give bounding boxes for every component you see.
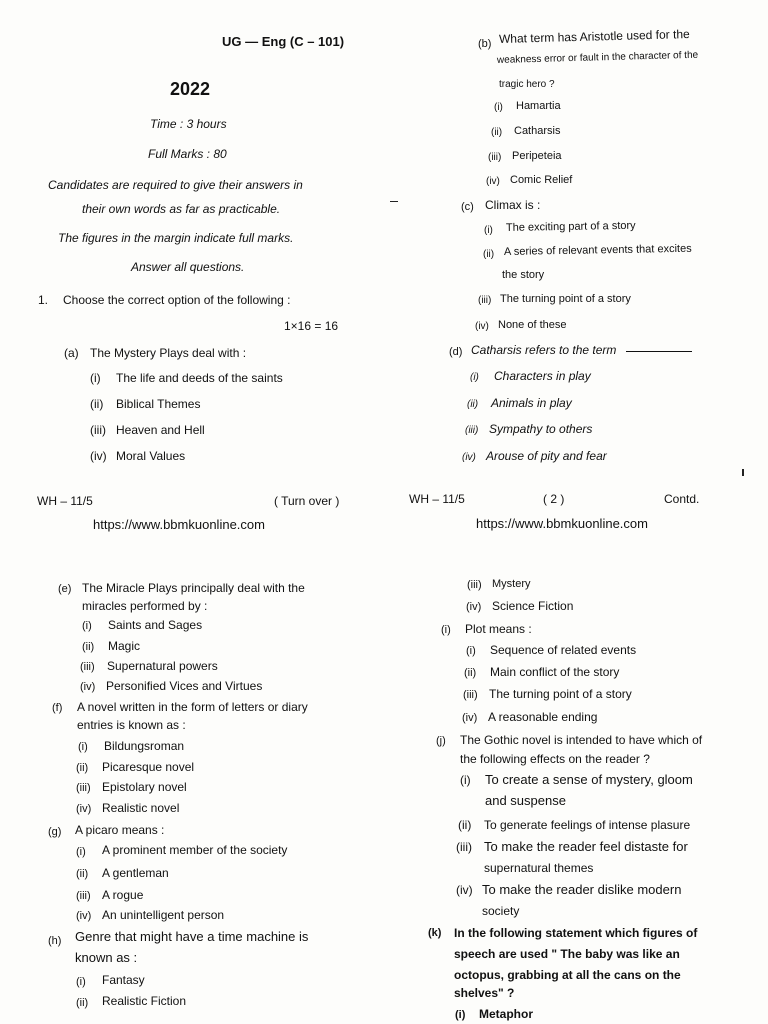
option-number: (ii): [90, 397, 104, 411]
question-text: Climax is :: [485, 198, 541, 212]
option-number: (ii): [483, 249, 495, 260]
question-text: What term has Aristotle used for the: [498, 27, 690, 46]
question-text: Choose the correct option of the following :: [63, 293, 291, 307]
option-number: (iii): [467, 579, 482, 591]
option-number: (iii): [76, 890, 91, 902]
option-text: The turning point of a story: [489, 687, 632, 701]
option-text: A prominent member of the society: [102, 843, 288, 857]
option-number: (iv): [456, 883, 473, 897]
question-text: The Miracle Plays principally deal with the: [82, 581, 305, 595]
question-text: A picaro means :: [75, 823, 165, 837]
option-text: Bildungsroman: [104, 739, 185, 753]
option-number: (iv): [76, 803, 92, 815]
question-text: octopus, grabbing at all the cans on the: [454, 968, 681, 982]
question-text: entries is known as :: [77, 718, 186, 732]
option-text: An unintelligent person: [102, 908, 225, 922]
option-text: and suspense: [485, 793, 566, 808]
option-number: (ii): [458, 818, 472, 832]
option-number: (iii): [478, 295, 492, 306]
option-number: (i): [82, 620, 92, 632]
question-text: shelves" ?: [454, 986, 515, 1000]
scan-mark: [742, 469, 744, 476]
option-text: Picaresque novel: [102, 760, 195, 774]
option-text: Sympathy to others: [489, 422, 593, 436]
option-number: (i): [466, 645, 476, 657]
option-number: (i): [470, 372, 479, 383]
option-text: the story: [502, 269, 545, 281]
option-number: (i): [76, 976, 86, 988]
exam-header: UG — Eng (C – 101): [222, 34, 345, 49]
option-number: (iv): [80, 681, 96, 693]
option-number: (iv): [462, 452, 476, 463]
instruction-line: their own words as far as practicable.: [82, 202, 281, 216]
option-number: (iv): [466, 601, 482, 613]
question-text: Plot means :: [465, 622, 532, 636]
option-number: (iv): [486, 176, 500, 187]
option-number: (iii): [80, 661, 95, 673]
question-text: known as :: [75, 950, 138, 965]
option-number: (iii): [76, 782, 91, 794]
instruction-line: The figures in the margin indicate full marks.: [58, 231, 294, 245]
question-label: (b): [478, 38, 492, 50]
footer-page-number: ( 2 ): [543, 492, 565, 506]
option-text: Arouse of pity and fear: [486, 449, 607, 463]
option-text: Metaphor: [479, 1007, 533, 1021]
question-label: (e): [58, 583, 72, 595]
option-text: To make the reader dislike modern: [482, 882, 682, 897]
option-text: Mystery: [492, 578, 531, 590]
option-text: A reasonable ending: [488, 710, 598, 724]
option-text: Magic: [108, 639, 141, 653]
option-number: (i): [494, 102, 503, 113]
question-label: (i): [441, 624, 451, 636]
option-text: society: [482, 904, 520, 918]
exam-full-marks: Full Marks : 80: [148, 147, 227, 161]
question-text: miracles performed by :: [82, 599, 208, 613]
question-label: (g): [48, 826, 62, 838]
option-text: The exciting part of a story: [505, 219, 636, 234]
question-text: Genre that might have a time machine is: [75, 929, 309, 944]
option-text: Epistolary novel: [102, 780, 187, 794]
option-number: (iii): [465, 425, 479, 436]
question-text: The Mystery Plays deal with :: [90, 346, 247, 360]
option-number: (iii): [463, 689, 478, 701]
option-text: Supernatural powers: [107, 659, 218, 673]
option-text: supernatural themes: [484, 861, 594, 875]
option-text: Sequence of related events: [490, 643, 637, 657]
exam-time: Time : 3 hours: [150, 117, 227, 131]
option-number: (iv): [90, 449, 107, 463]
question-number: 1.: [38, 293, 49, 307]
question-label: (f): [52, 702, 63, 714]
option-text: Heaven and Hell: [116, 423, 205, 437]
question-text: tragic hero ?: [499, 79, 555, 90]
question-label: (h): [48, 935, 62, 947]
footer-url: https://www.bbmkuonline.com: [476, 516, 648, 531]
question-text: In the following statement which figures of: [454, 926, 698, 940]
question-text: Catharsis refers to the term: [471, 343, 617, 357]
option-text: Fantasy: [102, 973, 145, 987]
option-number: (iv): [76, 910, 92, 922]
footer-url: https://www.bbmkuonline.com: [93, 517, 265, 532]
option-number: (iv): [462, 712, 478, 724]
option-text: A series of relevant events that excites: [503, 242, 692, 258]
question-text: The Gothic novel is intended to have which of: [460, 733, 703, 747]
option-number: (iv): [475, 321, 489, 332]
question-label: (a): [64, 346, 79, 360]
option-number: (iii): [488, 152, 502, 163]
option-text: Moral Values: [116, 449, 186, 463]
footer-contd: Contd.: [664, 492, 700, 506]
option-text: Comic Relief: [510, 174, 573, 186]
option-text: Characters in play: [494, 369, 591, 383]
option-text: Realistic Fiction: [102, 994, 187, 1008]
option-number: (i): [460, 773, 471, 787]
footer-code: WH – 11/5: [409, 492, 465, 506]
question-label: (k): [428, 927, 442, 939]
scan-mark: [390, 201, 398, 202]
option-number: (i): [76, 846, 86, 858]
option-number: (ii): [491, 127, 503, 138]
question-label: (d): [449, 346, 463, 358]
question-marks: 1×16 = 16: [284, 319, 339, 333]
option-number: (i): [90, 371, 101, 385]
answer-blank: [626, 342, 692, 352]
option-text: Biblical Themes: [116, 397, 201, 411]
option-text: The life and deeds of the saints: [116, 371, 283, 385]
option-number: (i): [455, 1009, 466, 1021]
option-number: (ii): [464, 667, 477, 679]
question-text: A novel written in the form of letters or diary: [77, 700, 308, 714]
option-text: To create a sense of mystery, gloom: [485, 772, 693, 787]
option-text: Animals in play: [491, 396, 572, 410]
option-text: Catharsis: [514, 125, 561, 137]
question-text: the following effects on the reader ?: [460, 752, 650, 766]
instruction-line: Candidates are required to give their answers in: [48, 178, 303, 192]
instruction-line: Answer all questions.: [131, 260, 245, 274]
option-text: Science Fiction: [492, 599, 574, 613]
option-text: Realistic novel: [102, 801, 180, 815]
question-label: (c): [461, 201, 474, 213]
footer-code: WH – 11/5: [37, 494, 93, 508]
question-label: (j): [436, 735, 446, 747]
option-text: Personified Vices and Virtues: [106, 679, 263, 693]
option-number: (ii): [467, 399, 479, 410]
option-text: Main conflict of the story: [490, 665, 620, 679]
option-number: (iii): [90, 423, 106, 437]
footer-turn-over: ( Turn over ): [274, 494, 340, 508]
option-text: None of these: [498, 319, 567, 331]
option-text: Hamartia: [516, 100, 561, 112]
option-number: (i): [484, 225, 493, 236]
option-text: A gentleman: [102, 866, 169, 880]
option-number: (ii): [82, 641, 95, 653]
option-number: (ii): [76, 997, 89, 1009]
option-text: Peripeteia: [512, 150, 562, 162]
option-text: To make the reader feel distaste for: [484, 839, 688, 854]
option-text: To generate feelings of intense plasure: [484, 818, 691, 832]
option-text: Saints and Sages: [108, 618, 203, 632]
option-number: (ii): [76, 868, 89, 880]
option-text: A rogue: [102, 888, 144, 902]
option-number: (ii): [76, 762, 89, 774]
option-number: (i): [78, 741, 88, 753]
question-text: weakness error or fault in the character of the: [496, 49, 699, 66]
exam-year: 2022: [170, 79, 211, 99]
question-text: speech are used " The baby was like an: [454, 947, 680, 961]
option-text: The turning point of a story: [500, 293, 631, 305]
option-number: (iii): [456, 840, 472, 854]
